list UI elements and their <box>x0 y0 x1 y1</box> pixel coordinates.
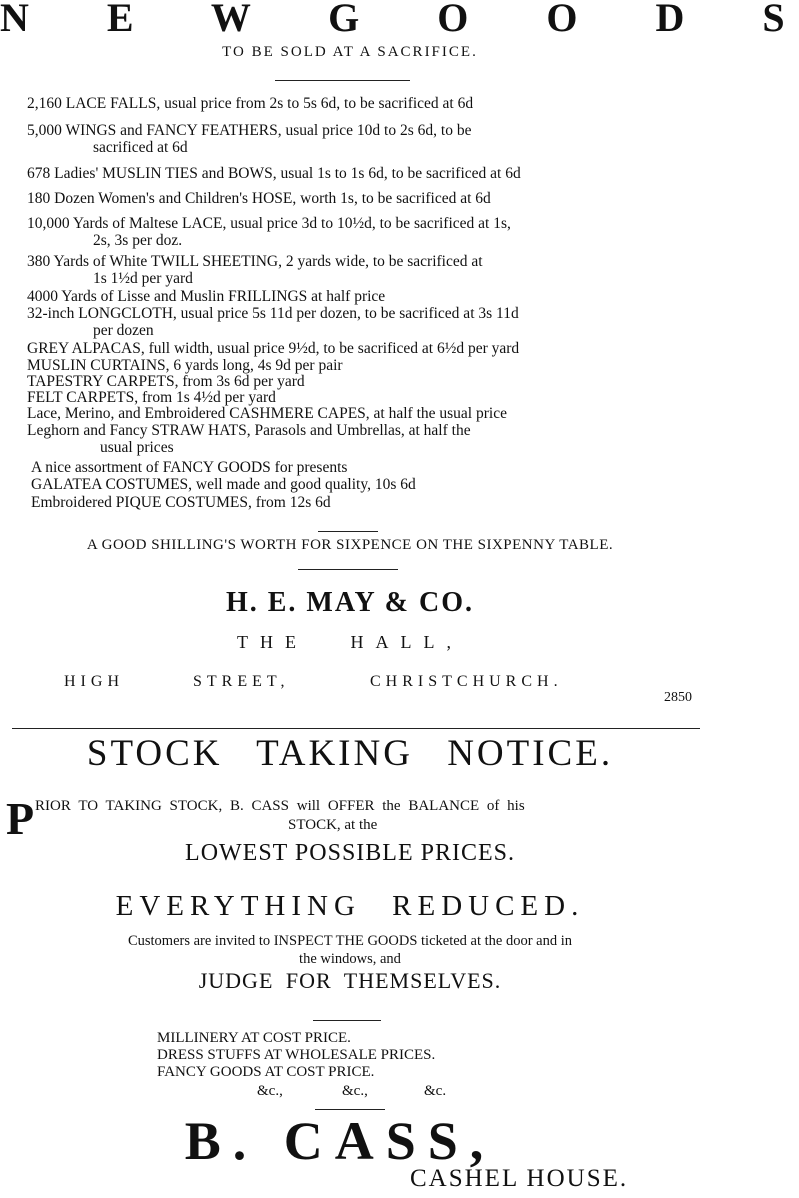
list-item: FELT CARPETS, from 1s 4½d per yard <box>27 389 276 406</box>
list-item: Lace, Merino, and Embroidered CASHMERE CAPES, at half the usual price <box>27 405 507 422</box>
customers-line-2: the windows, and <box>299 951 401 967</box>
may-street-christchurch: CHRISTCHURCH. <box>370 673 563 690</box>
ad-number: 2850 <box>664 690 692 705</box>
list-item: FANCY GOODS AT COST PRICE. <box>157 1064 375 1080</box>
list-item: 5,000 WINGS and FANCY FEATHERS, usual price 10d to 2s 6d, to be sacrificed at 6d <box>27 122 472 156</box>
divider <box>318 531 378 532</box>
list-item: MILLINERY AT COST PRICE. <box>157 1030 351 1046</box>
may-company-name: H. E. MAY & CO. <box>225 587 475 618</box>
new-goods-subtitle: TO BE SOLD AT A SACRIFICE. <box>222 44 478 60</box>
may-street-street: STREET, <box>193 673 290 690</box>
etc-3: &c. <box>424 1083 447 1099</box>
stock-taking-title: STOCK TAKING NOTICE. <box>86 733 614 774</box>
may-hall: THE HALL, <box>237 632 463 652</box>
sixpenny-table-line: A GOOD SHILLING'S WORTH FOR SIXPENCE ON THE SIXPENNY TABLE. <box>86 537 614 553</box>
list-item: 678 Ladies' MUSLIN TIES and BOWS, usual 1s to 1s 6d, to be sacrificed at 6d <box>27 165 521 182</box>
etc-2: &c., <box>342 1083 368 1099</box>
customers-line-1: Customers are invited to INSPECT THE GOODS ticketed at the door and in <box>127 933 573 949</box>
everything-reduced: EVERYTHING REDUCED. <box>115 890 585 922</box>
b-cass-name: B. CASS, <box>184 1111 496 1171</box>
list-item: DRESS STUFFS AT WHOLESALE PRICES. <box>157 1047 436 1063</box>
list-item: A nice assortment of FANCY GOODS for presents <box>31 459 348 476</box>
list-item: GREY ALPACAS, full width, usual price 9½d, to be sacrificed at 6½d per yard <box>27 340 520 357</box>
list-item: 180 Dozen Women's and Children's HOSE, worth 1s, to be sacrificed at 6d <box>27 190 491 207</box>
list-item: 10,000 Yards of Maltese LACE, usual price 3d to 10½d, to be sacrificed at 1s, 2s, 3s per doz. <box>27 215 511 249</box>
list-item: Embroidered PIQUE COSTUMES, from 12s 6d <box>31 494 331 511</box>
divider <box>275 80 410 81</box>
prior-line-1: RIOR TO TAKING STOCK, B. CASS will OFFER the BALANCE of his <box>35 798 525 814</box>
drop-cap: P <box>6 793 35 844</box>
list-item: 32-inch LONGCLOTH, usual price 5s 11d per dozen, to be sacrificed at 3s 11d per dozen <box>27 305 519 339</box>
divider <box>298 569 398 570</box>
lowest-prices: LOWEST POSSIBLE PRICES. <box>185 840 515 866</box>
may-street-high: HIGH <box>64 673 124 690</box>
list-item: 4000 Yards of Lisse and Muslin FRILLINGS at half price <box>27 288 386 305</box>
cashel-house: CASHEL HOUSE. <box>410 1165 629 1192</box>
list-item: TAPESTRY CARPETS, from 3s 6d per yard <box>27 373 305 390</box>
list-item: GALATEA COSTUMES, well made and good quality, 10s 6d <box>31 476 416 493</box>
list-item: 2,160 LACE FALLS, usual price from 2s to 5s 6d, to be sacrificed at 6d <box>27 95 474 112</box>
list-item: MUSLIN CURTAINS, 6 yards long, 4s 9d per pair <box>27 357 343 374</box>
new-goods-title: N E W G O O D S <box>0 0 799 40</box>
prior-line-2: STOCK, at the <box>288 817 378 833</box>
section-divider <box>12 728 700 729</box>
list-item: 380 Yards of White TWILL SHEETING, 2 yards wide, to be sacrificed at 1s 1½d per yard <box>27 253 483 287</box>
divider <box>313 1020 381 1021</box>
list-item: Leghorn and Fancy STRAW HATS, Parasols and Umbrellas, at half the usual prices <box>27 422 471 456</box>
etc-1: &c., <box>257 1083 283 1099</box>
judge-themselves: JUDGE FOR THEMSELVES. <box>198 968 502 993</box>
